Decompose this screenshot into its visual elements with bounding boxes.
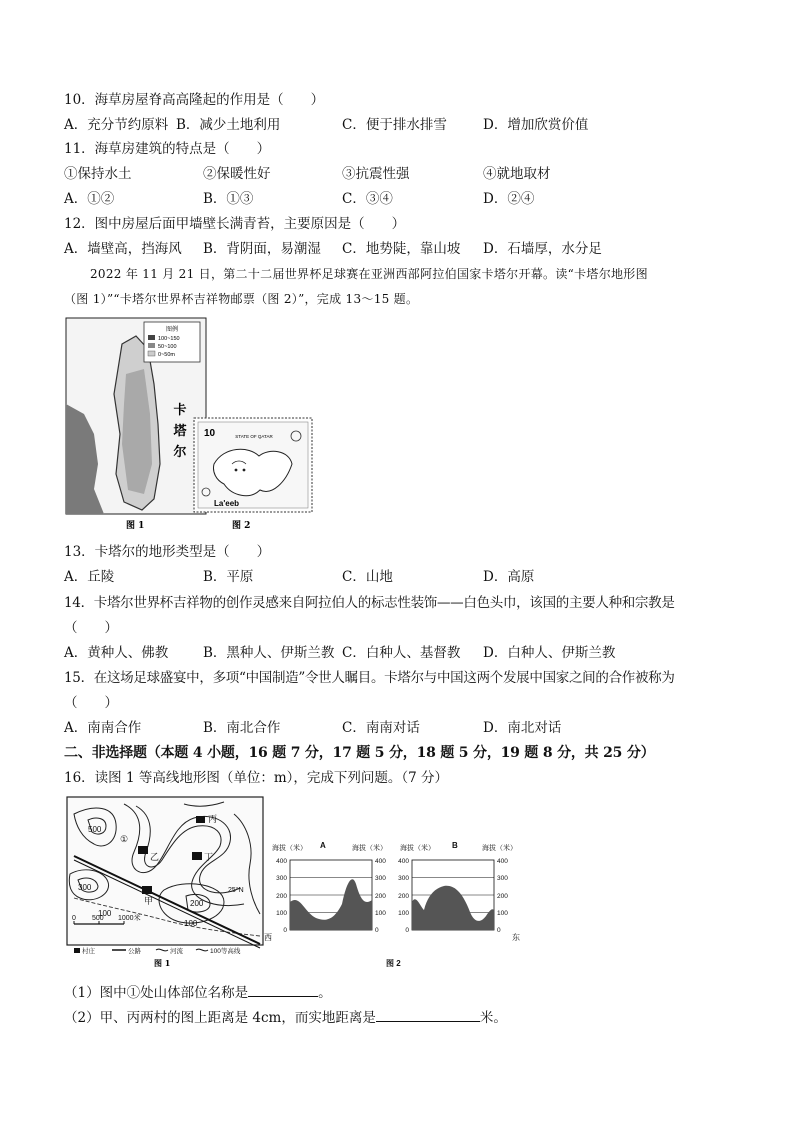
q11-option-d[interactable]: D．②④ bbox=[483, 191, 535, 207]
tick-a-right-300: 300 bbox=[375, 875, 386, 882]
qatar-caption-1: 图 1 bbox=[126, 521, 145, 531]
q14-stem-bracket: （ ） bbox=[64, 620, 118, 636]
q16-sub1-answer-blank[interactable] bbox=[248, 982, 318, 997]
legend-item-1: 100~150 bbox=[158, 336, 180, 342]
legend-title: 图例 bbox=[165, 327, 179, 333]
scale-label-0: 0 bbox=[72, 915, 76, 922]
scale-label-500: 500 bbox=[92, 915, 104, 922]
direction-east: 东 bbox=[512, 933, 520, 942]
q10-option-a[interactable]: A．充分节约原料 bbox=[64, 117, 169, 133]
tick-b-right-400: 400 bbox=[497, 858, 508, 865]
q11-item-4: ④就地取材 bbox=[483, 166, 551, 182]
q13-option-a[interactable]: A．丘陵 bbox=[64, 569, 115, 585]
tick-a-left-400: 400 bbox=[276, 858, 287, 865]
contour-label-300: 300 bbox=[78, 883, 92, 892]
q13-option-b[interactable]: B．平原 bbox=[203, 569, 254, 585]
village-yi-label: 乙 bbox=[150, 852, 160, 862]
scale-label-1000: 1000米 bbox=[118, 915, 141, 922]
legend-contour: 100等高线 bbox=[210, 948, 241, 955]
village-ding-marker bbox=[192, 852, 202, 860]
q11-stem: 11．海草房建筑的特点是（ ） bbox=[64, 141, 271, 157]
village-bing-label: 丙 bbox=[208, 814, 218, 824]
q15-option-b[interactable]: B．南北合作 bbox=[203, 720, 281, 736]
q12-option-a[interactable]: A．墙壁高，挡海风 bbox=[64, 241, 182, 257]
legend-river: 河流 bbox=[170, 948, 183, 955]
q11-option-a[interactable]: A．①② bbox=[64, 191, 115, 207]
contour-figure bbox=[64, 794, 538, 972]
q12-option-b[interactable]: B．背阴面，易潮湿 bbox=[203, 241, 321, 257]
village-yi-marker bbox=[138, 846, 148, 854]
tick-b-right-100: 100 bbox=[497, 910, 508, 917]
tick-a-left-0: 0 bbox=[283, 927, 287, 934]
q15-option-c[interactable]: C．南南对话 bbox=[342, 720, 420, 736]
q11-option-c[interactable]: C．③④ bbox=[342, 191, 393, 207]
profile-axis-label-4: 海拔（米） bbox=[482, 845, 517, 852]
stamp-country: STATE OF QATAR bbox=[235, 434, 273, 439]
q14-option-d[interactable]: D．白种人、伊斯兰教 bbox=[483, 645, 616, 661]
q12-stem: 12．图中房屋后面甲墙壁长满青苔，主要原因是（ ） bbox=[64, 216, 406, 232]
tick-a-left-300: 300 bbox=[276, 875, 287, 882]
village-jia-label: 甲 bbox=[144, 896, 154, 906]
tick-a-left-200: 200 bbox=[276, 893, 287, 900]
tick-b-left-200: 200 bbox=[398, 893, 409, 900]
q15-stem: 15．在这场足球盛宴中，多项“中国制造”令世人瞩目。卡塔尔与中国这两个发展中国家之间的合作被称为 bbox=[64, 670, 675, 686]
profile-axis-label-1: 海拔（米） bbox=[272, 845, 307, 852]
country-label-2: 塔 bbox=[173, 424, 187, 439]
mountain-part-label: ① bbox=[120, 834, 129, 844]
latitude-label: 25°N bbox=[228, 887, 244, 894]
q14-option-b[interactable]: B．黑种人、伊斯兰教 bbox=[203, 645, 335, 661]
direction-west: 西 bbox=[264, 933, 272, 942]
village-bing-marker bbox=[196, 816, 205, 823]
tick-a-right-400: 400 bbox=[375, 858, 386, 865]
profile-axis-label-2: 海拔（米） bbox=[352, 845, 387, 852]
tick-b-left-300: 300 bbox=[398, 875, 409, 882]
q16-sub2 bbox=[64, 1007, 507, 1027]
q16-sub2-answer-blank[interactable] bbox=[376, 1007, 480, 1022]
q16-sub1-end: 。 bbox=[318, 985, 332, 1001]
q15-option-d[interactable]: D．南北对话 bbox=[483, 720, 562, 736]
legend-road: 公路 bbox=[128, 948, 141, 955]
country-label-3: 尔 bbox=[173, 445, 187, 460]
village-ding-label: 丁 bbox=[204, 852, 214, 862]
qatar-map-svg bbox=[64, 314, 316, 536]
q13-option-d[interactable]: D．高原 bbox=[483, 569, 535, 585]
q16-sub2-end: 米。 bbox=[479, 1010, 507, 1026]
q14-option-c[interactable]: C．白种人、基督教 bbox=[342, 645, 461, 661]
tick-a-left-100: 100 bbox=[276, 910, 287, 917]
legend-item-2: 50~100 bbox=[158, 344, 177, 350]
contour-label-100-b: 100 bbox=[184, 919, 198, 928]
profile-axis-label-3: 海拔（米） bbox=[400, 845, 435, 852]
tick-b-left-100: 100 bbox=[398, 910, 409, 917]
intro-line-2: （图 1）”“卡塔尔世界杯吉祥物邮票（图 2）”，完成 13～15 题。 bbox=[64, 292, 419, 306]
tick-b-right-200: 200 bbox=[497, 893, 508, 900]
stamp-value: 10 bbox=[204, 428, 216, 439]
q10-option-d[interactable]: D．增加欣赏价值 bbox=[483, 117, 589, 133]
q13-stem: 13．卡塔尔的地形类型是（ ） bbox=[64, 544, 271, 560]
q16-sub1 bbox=[64, 982, 332, 1002]
profile-a-label: A bbox=[320, 841, 326, 850]
q11-option-b[interactable]: B．①③ bbox=[203, 191, 254, 207]
profile-caption-2: 图 2 bbox=[386, 959, 401, 968]
q13-option-c[interactable]: C．山地 bbox=[342, 569, 393, 585]
q10-option-c[interactable]: C．便于排水排雪 bbox=[342, 117, 447, 133]
q11-item-3: ③抗震性强 bbox=[342, 166, 410, 182]
contour-figure-svg bbox=[64, 794, 538, 972]
q10-stem: 10．海草房屋脊高高隆起的作用是（ ） bbox=[64, 92, 325, 108]
legend-item-3: 0~50m bbox=[158, 352, 175, 358]
tick-a-right-200: 200 bbox=[375, 893, 386, 900]
tick-b-left-0: 0 bbox=[405, 927, 409, 934]
q16-stem: 16．读图 1 等高线地形图（单位：m），完成下列问题。（7 分） bbox=[64, 770, 449, 786]
contour-label-500: 500 bbox=[88, 825, 102, 834]
q14-stem: 14．卡塔尔世界杯吉祥物的创作灵感来自阿拉伯人的标志性装饰——白色头巾，该国的主要人种和宗教是 bbox=[64, 595, 675, 611]
country-label-1: 卡 bbox=[173, 403, 187, 418]
q15-stem-bracket: （ ） bbox=[64, 695, 118, 711]
contour-caption-1: 图 1 bbox=[154, 958, 171, 968]
tick-b-right-0: 0 bbox=[497, 927, 501, 934]
stamp-name: La'eeb bbox=[214, 499, 240, 508]
legend-village: 村庄 bbox=[82, 948, 95, 955]
q11-item-1: ①保持水土 bbox=[64, 166, 132, 182]
q16-sub1-text: （1）图中①处山体部位名称是 bbox=[64, 985, 249, 1001]
tick-b-right-300: 300 bbox=[497, 875, 508, 882]
q12-option-d[interactable]: D．石墙厚，水分足 bbox=[483, 241, 602, 257]
q15-option-a[interactable]: A．南南合作 bbox=[64, 720, 142, 736]
tick-a-right-0: 0 bbox=[375, 927, 379, 934]
tick-a-right-100: 100 bbox=[375, 910, 386, 917]
village-jia-marker bbox=[142, 886, 152, 894]
qatar-caption-2: 图 2 bbox=[232, 521, 251, 531]
profile-b-label: B bbox=[452, 841, 458, 850]
q14-option-a[interactable]: A．黄种人、佛教 bbox=[64, 645, 169, 661]
contour-label-200: 200 bbox=[190, 899, 204, 908]
qatar-figure bbox=[64, 314, 316, 536]
tick-b-left-400: 400 bbox=[398, 858, 409, 865]
q12-option-c[interactable]: C．地势陡，靠山坡 bbox=[342, 241, 461, 257]
section-2-title: 二、非选择题（本题 4 小题，16 题 7 分，17 题 5 分，18 题 5 分，19 题 8 分，共 25 分） bbox=[64, 745, 655, 761]
contour-label-100-a: 100 bbox=[98, 909, 112, 918]
q10-option-b[interactable]: B．减少土地利用 bbox=[176, 117, 281, 133]
q16-sub2-text: （2）甲、丙两村的图上距离是 4cm，而实地距离是 bbox=[64, 1010, 376, 1026]
intro-line-1: 2022 年 11 月 21 日，第二十二届世界杯足球赛在亚洲西部阿拉伯国家卡塔尔开幕。读“卡塔尔地形图 bbox=[90, 267, 648, 281]
q11-item-2: ②保暖性好 bbox=[203, 166, 271, 182]
